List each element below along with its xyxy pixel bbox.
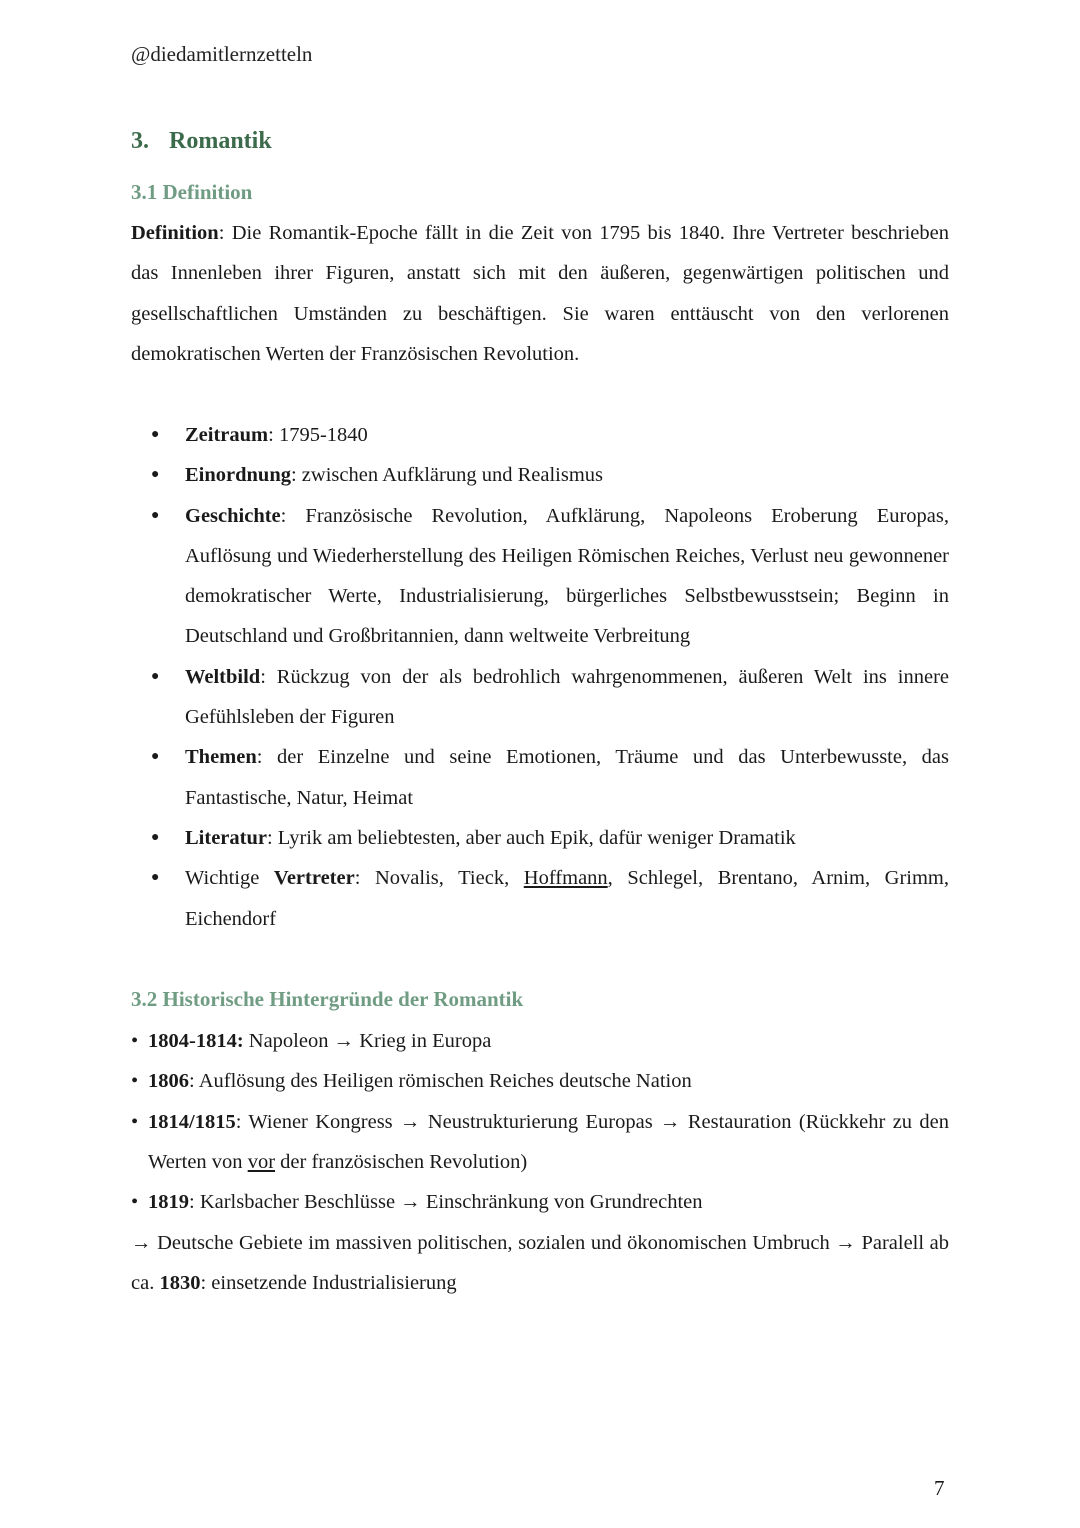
fact-label: Zeitraum [185,424,269,446]
fact-text: : Lyrik am beliebtesten, aber auch Epik, dafür weniger Dramatik [266,826,796,849]
definition-heading: 3.1 Definition [131,180,253,204]
history-list [131,1021,949,1222]
representatives-text-end: , Schlegel, Brentano, Arnim, Grimm, Eichendorf [185,867,949,930]
fact-label: Literatur [185,826,267,849]
history-text: : Wiener Kongress → Neustrukturierung Europas → Restauration (Rückkehr zu den Werten von [148,1110,949,1173]
history-underlined: vor [247,1150,276,1173]
representatives-underlined: Hoffmann [523,867,608,890]
fact-label: Themen [185,746,257,769]
history-text: : Auflösung des Heiligen römischen Reiches deutsche Nation [189,1070,692,1093]
definition-text: : Die Romantik-Epoche fällt in die Zeit von 1795 bis 1840. Ihre Vertreter beschrieben das Innenleben ihrer Figuren, anstatt sich mit den äußeren, gegenwärtigen politischen und gesellschaftlichen Umständen zu beschäftigen. Sie waren enttäuscht von den verlorenen demokratischen Werten der Französischen Revolution. [131,222,949,365]
fact-text: : Französische Revolution, Aufklärung, Napoleons Eroberung Europas, Auflösung und Wiederherstellung des Heiligen Römischen Reiches, Verlust neu gewonnener demokratischer Werte, Industrialisierung, bürgerliches Selbstbewusstsein; Beginn in Deutschland und Großbritannien, dann weltweite Verbreitung [185,504,949,648]
section-number: 3. [131,128,149,154]
history-closing [131,1223,949,1304]
bullet-icon: ● [151,870,160,886]
list-item [131,496,949,657]
bullet-icon: • [131,1030,139,1052]
bullet-icon: ● [151,668,160,684]
list-item [131,1182,949,1222]
history-text-end: der französischen Revolution) [275,1150,528,1173]
representatives-text: : Novalis, Tieck, [354,867,524,890]
fact-text: : 1795-1840 [268,424,368,446]
history-year: 1819 [148,1191,189,1214]
fact-label: Einordnung [185,464,291,487]
bullet-icon: • [131,1110,139,1133]
history-year: 1806 [148,1070,189,1093]
bullet-icon: ● [151,507,160,523]
bullet-icon: • [131,1070,139,1093]
list-item [131,737,949,818]
list-item [131,415,949,455]
section-title-text: Romantik [169,128,272,154]
representatives-prefix: Wichtige [185,867,274,890]
list-item-representatives [131,858,949,939]
list-item [131,657,949,738]
definition-paragraph [131,213,949,374]
author-handle: @diedamitlernzetteln [131,42,313,66]
fact-text: : der Einzelne und seine Emotionen, Träume und das Unterbewusste, das Fantastische, Natur, Heimat [185,746,949,809]
list-item [131,1061,949,1101]
page-number: 7 [934,1476,945,1500]
closing-text: → Deutsche Gebiete im massiven politischen, sozialen und ökonomischen Umbruch → Paralell ab ca. [131,1232,949,1295]
fact-label: Weltbild [185,665,261,688]
fact-text: : Rückzug von der als bedrohlich wahrgenommenen, äußeren Welt ins innere Gefühlsleben der Figuren [185,665,949,729]
fact-text: : zwischen Aufklärung und Realismus [290,464,603,487]
bullet-icon: • [131,1191,139,1214]
bullet-icon: ● [151,427,160,442]
list-item [131,1102,949,1183]
history-text: : Karlsbacher Beschlüsse → Einschränkung von Grundrechten [189,1191,703,1214]
history-year: 1804-1814: [148,1030,244,1052]
fact-label: Geschichte [185,504,281,527]
closing-year: 1830 [159,1272,201,1295]
closing-text-end: : einsetzende Industrialisierung [200,1272,457,1295]
history-text: Napoleon → Krieg in Europa [243,1030,492,1052]
history-heading: 3.2 Historische Hintergründe der Romantik [131,987,524,1011]
facts-list [131,415,949,939]
section-title [131,128,272,155]
history-year: 1814/1815 [148,1110,236,1133]
bullet-icon: ● [151,829,160,845]
list-item [131,818,949,858]
bullet-icon: ● [151,467,160,483]
definition-label: Definition [131,222,219,244]
list-item [131,455,949,495]
list-item [131,1021,949,1061]
bullet-icon: ● [151,749,160,765]
representatives-label: Vertreter [273,867,355,890]
